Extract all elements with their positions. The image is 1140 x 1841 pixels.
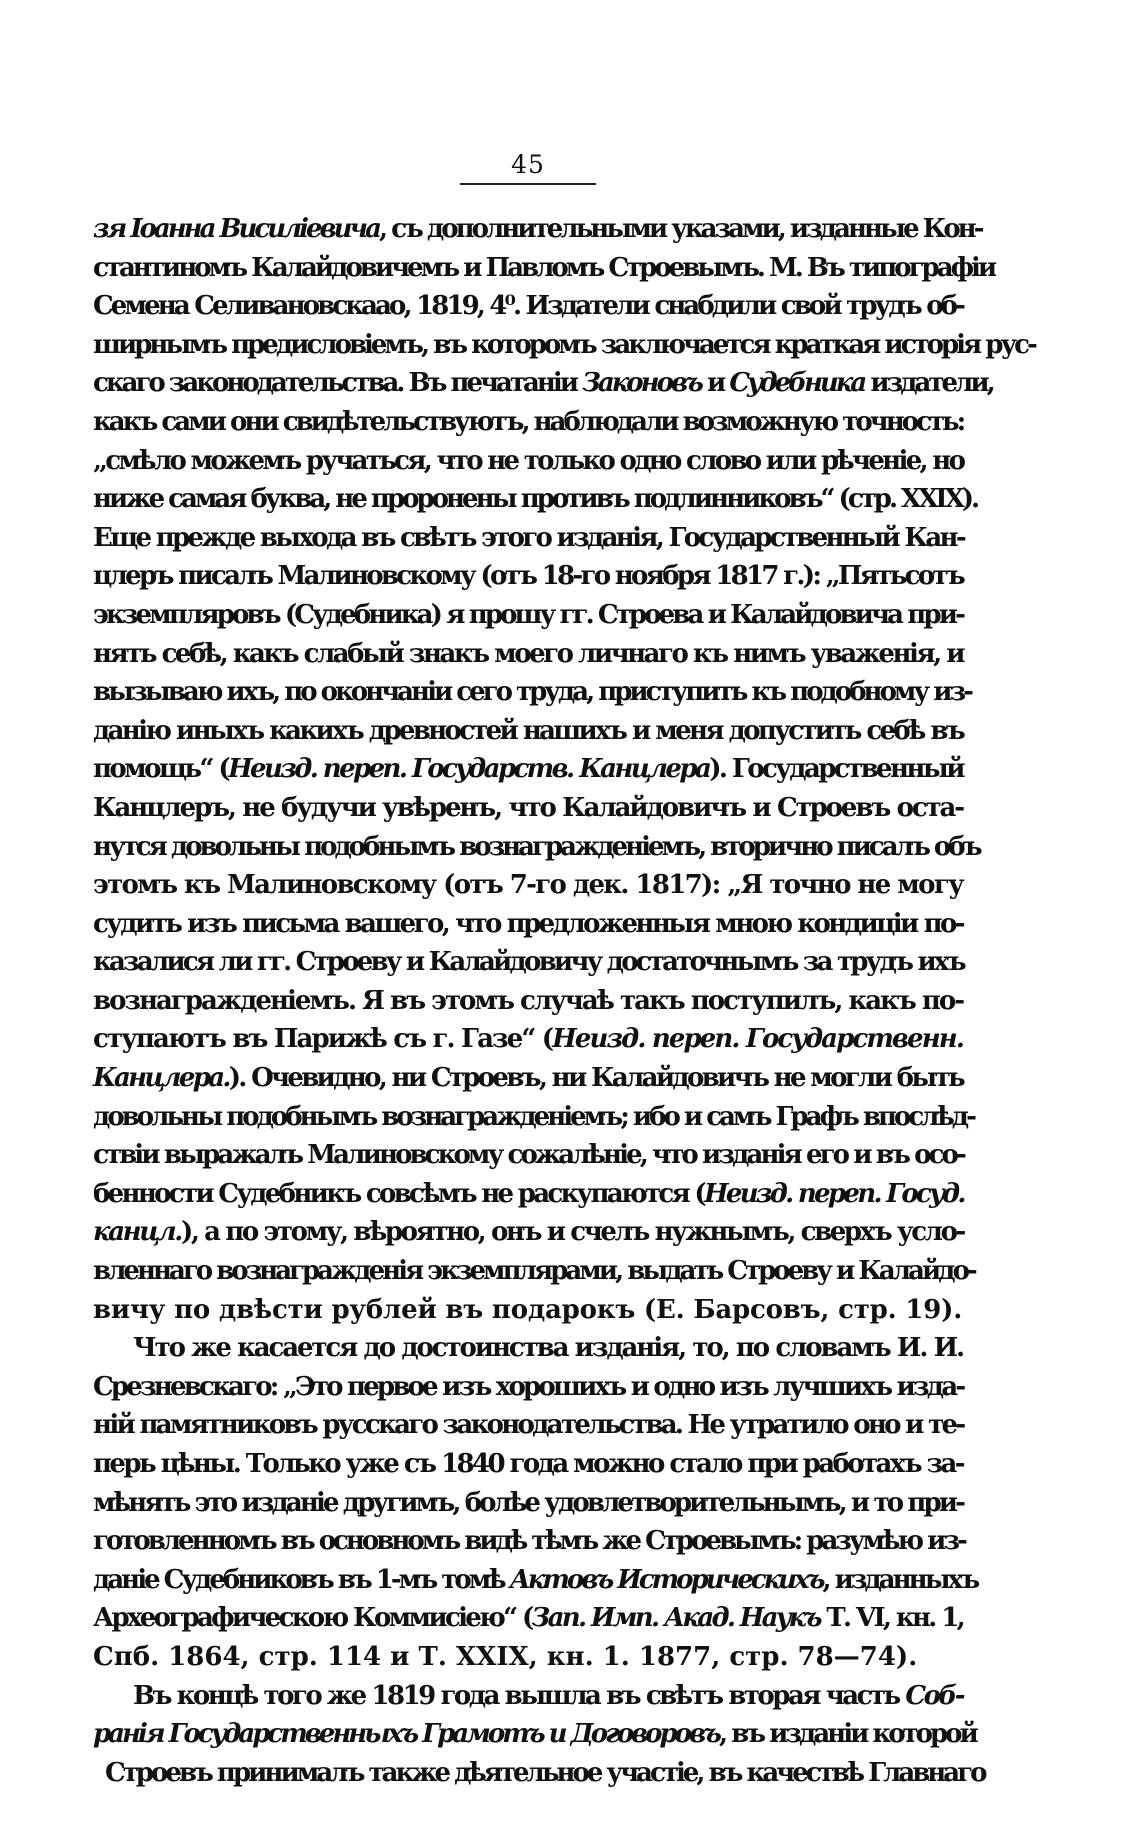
text-segment: и — [700, 368, 730, 399]
text-line — [93, 1406, 963, 1445]
text-line — [93, 1715, 976, 1754]
text-line — [93, 1484, 963, 1523]
text-line — [93, 480, 978, 519]
text-line — [93, 403, 963, 442]
text-segment: мѣнять это изданіе другимъ, болѣе удовлетворительнымъ, и то при- — [93, 1487, 963, 1518]
text-line — [93, 1098, 974, 1137]
text-segment: стантиномъ Калайдовичемъ и Павломъ Строевымъ. М. Въ типографіи — [93, 252, 995, 283]
text-line — [93, 1329, 963, 1368]
italic-text-segment: зя Іоанна Висиліевича — [93, 214, 379, 244]
italic-text-segment: Неизд. переп. Государств. Канцлера — [228, 754, 710, 785]
text-line — [93, 1754, 985, 1793]
text-line — [93, 1059, 963, 1098]
text-segment: нять себѣ, какъ слабый знакъ моего личнаго къ нимъ уваженія, и — [93, 638, 963, 669]
text-segment: какъ сами они свидѣтельствуютъ, наблюдали возможную точность: — [93, 406, 964, 437]
text-line — [93, 1445, 963, 1484]
text-line — [93, 673, 971, 712]
italic-text-segment: Соб- — [905, 1680, 963, 1711]
text-segment: довольны подобнымъ вознагражденіемъ; ибо и самъ Графъ впослѣд- — [93, 1101, 974, 1132]
text-segment: вознагражденіемъ. Я въ этомъ случаѣ такъ поступилъ, какъ по- — [93, 985, 963, 1016]
text-segment: скаго законодательства. Въ печатаніи — [93, 368, 583, 399]
text-segment: готовленномъ въ основномъ видѣ тѣмъ же Строевымъ: разумѣю из- — [93, 1526, 965, 1557]
text-segment: вленнаго вознагражденія экземплярами, выдать Строеву и Калайдо- — [93, 1256, 975, 1287]
text-line — [93, 982, 963, 1021]
text-segment: помощь“ ( — [93, 754, 229, 785]
text-segment: , съ дополнительными указами, изданные Кон- — [378, 214, 982, 244]
text-segment: этомъ къ Малиновскому (отъ 7-го дек. 1817): „Я точно не могу — [93, 870, 963, 901]
text-segment: ниже самая буква, не проронены противъ подлинниковъ“ (стр. XXIX). — [93, 484, 978, 515]
text-segment: Строевъ принималъ также дѣятельное участіе, въ качествѣ Главнаго — [105, 1757, 985, 1788]
text-segment: Т. VI, кн. 1, — [819, 1603, 963, 1634]
text-segment: , въ изданіи которой — [718, 1719, 976, 1750]
text-line — [93, 1561, 978, 1600]
text-segment: ній памятниковъ русскаго законодательства. Не утратило оно и те- — [93, 1410, 964, 1441]
text-line — [93, 866, 963, 905]
text-segment: вызываю ихъ, по окончаніи сего труда, приступить къ подобному из- — [93, 677, 971, 708]
text-segment: ). Государственный — [709, 754, 963, 785]
text-line — [93, 1522, 963, 1561]
text-line — [93, 1599, 963, 1638]
text-segment: Срезневскаго: „Это первое изъ хорошихъ и одно изъ лучшихъ изда- — [93, 1371, 964, 1402]
text-line — [93, 519, 963, 558]
text-segment: Спб. 1864, стр. 114 и Т. XXIX, кн. 1. 1877, стр. 78—74). — [93, 1641, 918, 1672]
text-line — [93, 1252, 975, 1291]
text-segment: Что же касается до достоинства изданія, то, по словамъ И. И. — [133, 1333, 963, 1364]
italic-text-segment: Неизд. переп. Госуд. — [703, 1178, 964, 1209]
text-line — [93, 712, 963, 751]
text-segment: ), а по этому, вѣроятно, онъ и счелъ нужнымъ, сверхъ усло- — [180, 1217, 964, 1248]
text-segment: „смѣло можемъ ручаться, что не только одно слово или рѣченіе, но — [93, 445, 964, 476]
text-segment: данію иныхъ какихъ древностей нашихъ и меня допустить себѣ въ — [93, 715, 963, 746]
text-segment: ширнымъ предисловіемъ, въ которомъ заключается краткая исторія рус- — [93, 329, 1035, 360]
text-line — [93, 1175, 963, 1214]
text-line — [93, 326, 1035, 365]
text-segment: Канцлеръ, не будучи увѣренъ, что Калайдовичъ и Строевъ оста- — [93, 792, 963, 823]
italic-text-segment: ранія Государственныхъ Грамотъ и Договоровъ — [93, 1719, 719, 1750]
text-line — [93, 557, 963, 596]
text-line — [93, 828, 980, 867]
text-line — [93, 1213, 963, 1252]
text-segment: издатели, — [864, 368, 993, 399]
text-segment: , изданныхъ — [822, 1564, 978, 1595]
page-number-rule — [460, 183, 596, 185]
text-line — [93, 1677, 963, 1716]
text-line — [93, 442, 963, 481]
italic-text-segment: Актовъ Историческихъ — [509, 1564, 823, 1595]
italic-text-segment: Законовъ — [582, 368, 701, 399]
text-line — [93, 1020, 963, 1059]
body-text — [93, 210, 1035, 1792]
text-line — [93, 249, 995, 288]
text-segment: ). Очевидно, ни Строевъ, ни Калайдовичъ не могли быть — [228, 1063, 963, 1094]
text-line — [93, 1136, 963, 1175]
text-segment: бенности Судебникъ совсѣмъ не раскупаются ( — [93, 1178, 704, 1209]
text-segment: судить изъ письма вашего, что предложенныя мною кондиціи по- — [93, 908, 963, 939]
italic-text-segment: канцл. — [93, 1217, 181, 1248]
text-segment: Въ концѣ того же 1819 года вышла въ свѣтъ вторая часть — [133, 1680, 906, 1711]
text-segment: экземпляровъ (Судебника) я прошу гг. Строева и Калайдовича при- — [93, 599, 963, 630]
text-line — [93, 287, 963, 326]
text-line — [93, 1368, 963, 1407]
text-line — [93, 943, 963, 982]
page-number: 45 — [511, 150, 545, 179]
text-line — [93, 596, 963, 635]
text-line — [93, 905, 963, 944]
text-segment: Археографическою Коммисіею“ ( — [93, 1603, 532, 1634]
text-line — [93, 635, 963, 674]
text-segment: ствіи выражалъ Малиновскому сожалѣніе, что изданія его и въ осо- — [93, 1140, 964, 1171]
text-line — [93, 750, 963, 789]
text-segment: Еще прежде выхода въ свѣтъ этого изданія, Государственный Кан- — [93, 522, 964, 553]
text-segment: вичу по двѣсти рублей въ подарокъ (Е. Барсовъ, стр. 19). — [93, 1294, 963, 1325]
text-segment: даніе Судебниковъ въ 1-мъ томѣ — [93, 1564, 510, 1595]
text-segment: цлеръ писалъ Малиновскому (отъ 18-го ноября 1817 г.): „Пятьсотъ — [93, 561, 963, 592]
text-segment: ступаютъ въ Парижѣ съ г. Газе“ ( — [93, 1024, 553, 1055]
text-line — [93, 1638, 963, 1677]
text-line — [93, 364, 993, 403]
text-line — [93, 789, 963, 828]
italic-text-segment: Канцлера. — [93, 1063, 229, 1094]
text-segment: казалися ли гг. Строеву и Калайдовичу достаточнымъ за трудъ ихъ — [93, 947, 964, 978]
text-segment: Семена Селивановскаао, 1819, 4⁰. Издатели снабдили свой трудъ об- — [93, 291, 963, 322]
text-line — [93, 210, 982, 249]
italic-text-segment: Судебника — [729, 368, 865, 399]
text-segment: нутся довольны подобнымъ вознагражденіемъ, вторично писалъ объ — [93, 831, 980, 862]
italic-text-segment: Зап. Имп. Акад. Наукъ — [531, 1603, 820, 1634]
text-segment: перь цѣны. Только уже съ 1840 года можно стало при работахъ за- — [93, 1449, 963, 1479]
italic-text-segment: Неизд. переп. Государственн. — [552, 1024, 964, 1055]
text-line — [93, 1291, 963, 1330]
